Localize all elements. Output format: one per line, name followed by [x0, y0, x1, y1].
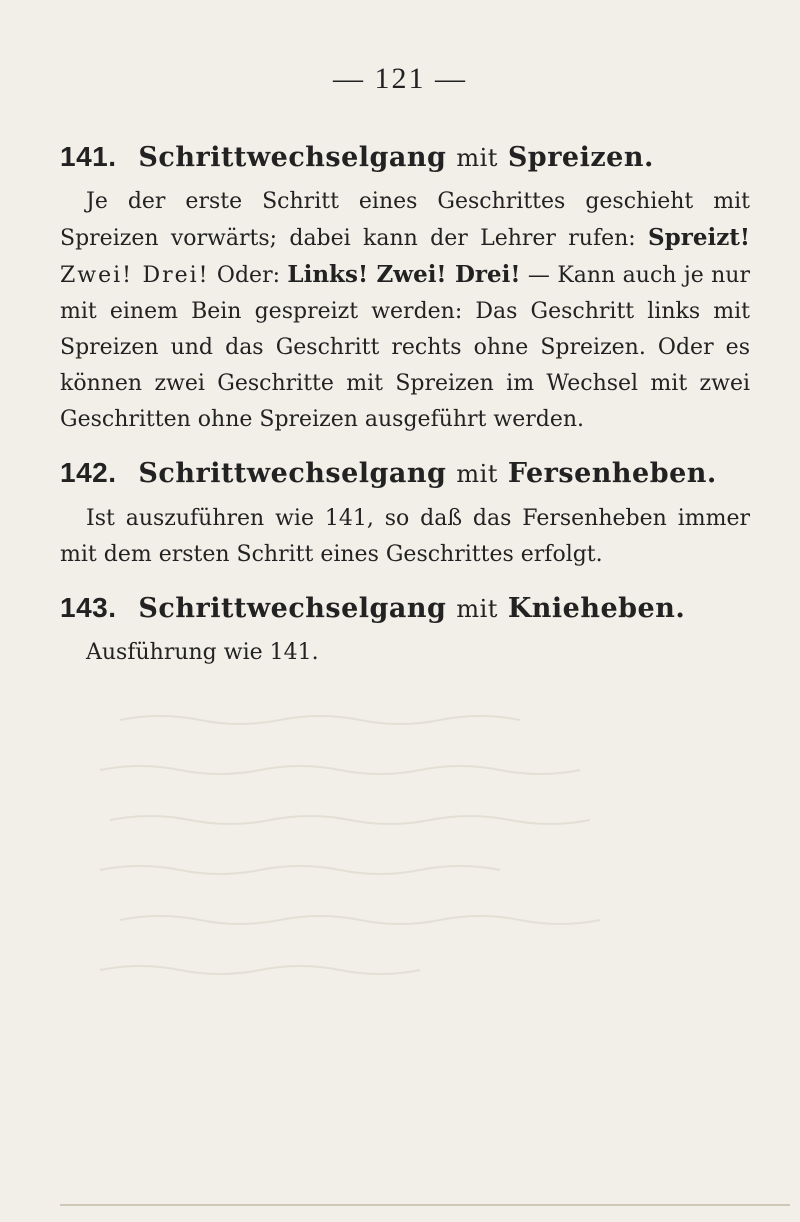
section-number: 143. — [60, 591, 117, 623]
paragraph-text: Oder: — [209, 263, 288, 289]
section-143 — [60, 591, 750, 671]
paragraph-text: — Kann auch je nur mit einem Bein gespreizt werden: Das Geschritt links mit Spreizen und das Geschritt rechts ohne Spreizen. Oder es können zwei Geschritte mit Spreizen im Wechsel mit zwei Geschritten ohne Spreizen ausgeführt werden. — [60, 263, 750, 433]
section-title-tail: Knieheben. — [507, 592, 686, 624]
command-spreizt: Spreizt! — [648, 224, 750, 252]
section-number: 141. — [60, 141, 117, 172]
section-title-tail: Fersenheben. — [507, 458, 717, 490]
section-title-tail: Spreizen. — [507, 142, 654, 173]
section-142 — [60, 456, 750, 572]
page-content — [60, 140, 750, 689]
section-heading — [60, 140, 750, 174]
section-paragraph: Ausführung wie 141. — [86, 640, 319, 666]
section-title-mit: mit — [456, 144, 498, 172]
command-zwei-drei: Zwei! Drei! — [60, 263, 210, 289]
section-title: Schrittwechselgang — [138, 592, 447, 624]
section-heading — [60, 456, 750, 490]
section-heading — [60, 591, 750, 625]
section-141 — [60, 140, 750, 438]
paragraph-text: Je der erste Schritt eines Geschrittes geschieht mit Spreizen vorwärts; dabei kann der Lehrer rufen: — [60, 189, 750, 252]
section-number: 142. — [60, 457, 117, 489]
section-paragraph — [60, 184, 750, 438]
section-title-mit: mit — [456, 460, 498, 489]
section-paragraph: Ist auszuführen wie 141, so daß das Fersenheben immer mit dem ersten Schritt eines Geschrittes erfolgt. — [60, 505, 750, 567]
command-links-zwei-drei: Links! Zwei! Drei! — [287, 261, 521, 289]
section-title: Schrittwechselgang — [138, 142, 447, 173]
section-title-mit: mit — [456, 594, 498, 623]
page-number: — 121 — — [333, 62, 467, 95]
section-title: Schrittwechselgang — [138, 458, 447, 490]
